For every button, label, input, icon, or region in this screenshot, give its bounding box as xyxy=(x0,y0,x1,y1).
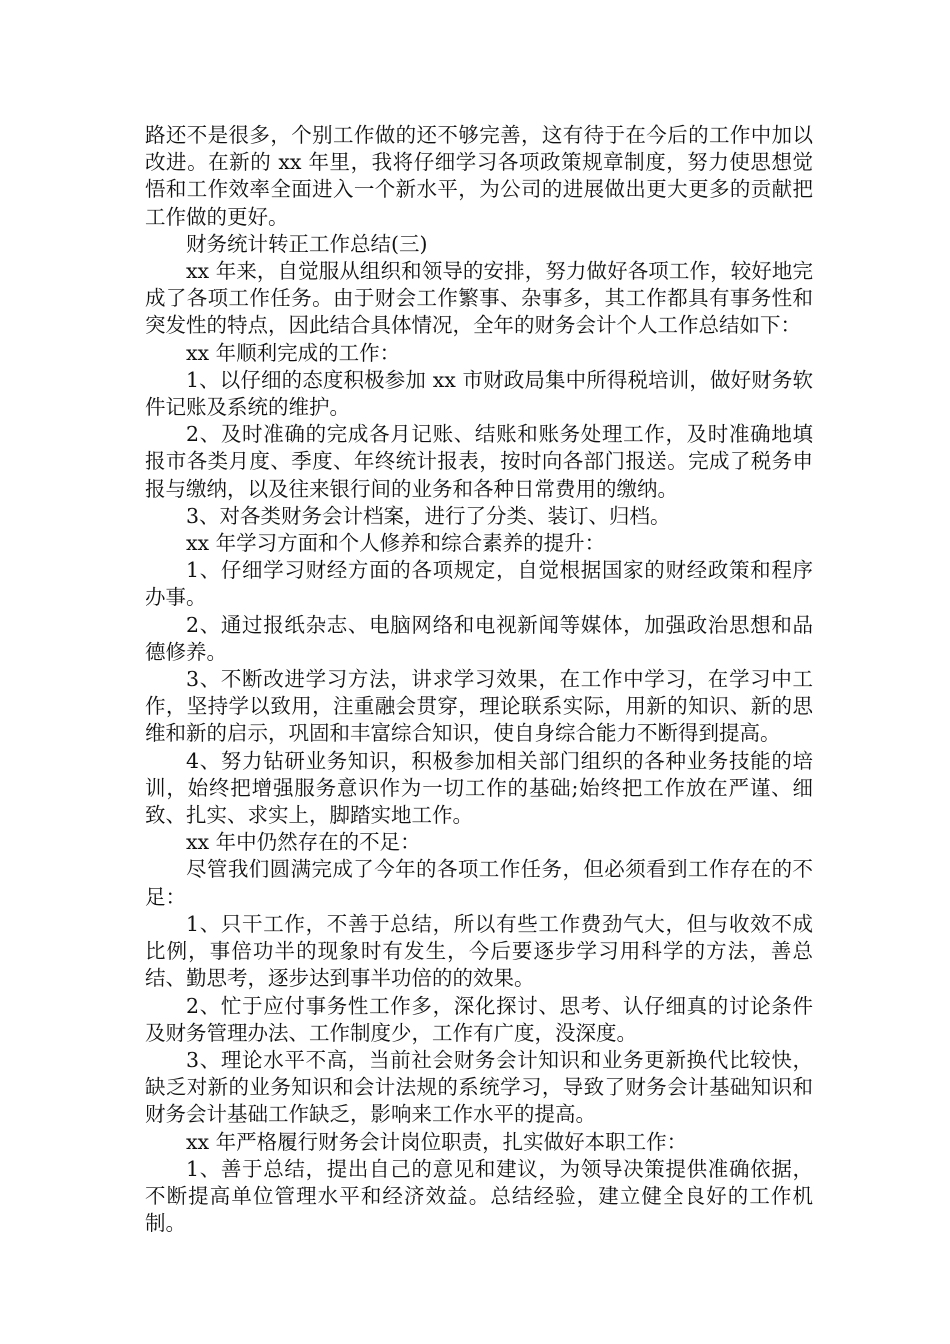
paragraph: xx 年来，自觉服从组织和领导的安排，努力做好各项工作，较好地完成了各项工作任务。由于财会工作繁事、杂事多，其工作都具有事务性和突发性的特点，因此结合具体情况，全年的财务会计个人工作总结如下： xyxy=(145,259,813,338)
list-item: 1、仔细学习财经方面的各项规定，自觉根据国家的财经政策和程序办事。 xyxy=(145,558,813,610)
list-item: 1、只干工作，不善于总结，所以有些工作费劲气大，但与收效不成比例，事倍功半的现象时有发生，今后要逐步学习用科学的方法，善总结、勤思考，逐步达到事半功倍的的效果。 xyxy=(145,911,813,991)
list-item: 2、通过报纸杂志、电脑网络和电视新闻等媒体，加强政治思想和品德修养。 xyxy=(145,612,813,664)
list-item: 4、努力钻研业务知识，积极参加相关部门组织的各种业务技能的培训，始终把增强服务意识作为一切工作的基础;始终把工作放在严谨、细致、扎实、求实上，脚踏实地工作。 xyxy=(145,748,813,828)
list-item: 3、对各类财务会计档案，进行了分类、装订、归档。 xyxy=(186,503,671,528)
subheading: xx 年中仍然存在的不足： xyxy=(186,830,421,855)
paragraph: 路还不是很多，个别工作做的还不够完善，这有待于在今后的工作中加以改进。在新的 xx 年里，我将仔细学习各项政策规章制度，努力使思想觉悟和工作效率全面进入一个新水平，为公司的进展做出更大更多的贡献把工作做的更好。 xyxy=(145,123,813,229)
list-item: 1、以仔细的态度积极参加 xx 市财政局集中所得税培训，做好财务软件记账及系统的维护。 xyxy=(145,367,813,420)
list-item: 2、忙于应付事务性工作多，深化探讨、思考、认仔细真的讨论条件及财务管理办法、工作制度少，工作有广度，没深度。 xyxy=(145,993,813,1045)
paragraph: 尽管我们圆满完成了今年的各项工作任务，但必须看到工作存在的不足： xyxy=(145,857,813,909)
list-item: 3、不断改进学习方法，讲求学习效果，在工作中学习，在学习中工作，坚持学以致用，注重融会贯穿，理论联系实际，用新的知识、新的思维和新的启示，巩固和丰富综合知识，使自身综合能力不断得到提高。 xyxy=(145,667,813,746)
list-item: 3、理论水平不高，当前社会财务会计知识和业务更新换代比较快，缺乏对新的业务知识和会计法规的系统学习，导致了财务会计基础知识和财务会计基础工作缺乏，影响来工作水平的提高。 xyxy=(145,1047,813,1127)
subheading: xx 年顺利完成的工作： xyxy=(186,340,401,365)
list-item: 1、善于总结，提出自己的意见和建议，为领导决策提供准确依据，不断提高单位管理水平和经济效益。总结经验，建立健全良好的工作机制。 xyxy=(145,1156,813,1236)
subheading: xx 年学习方面和个人修养和综合素养的提升： xyxy=(186,531,606,556)
section-heading: 财务统计转正工作总结(三) xyxy=(186,231,428,256)
document-body xyxy=(145,122,813,1237)
list-item: 2、及时准确的完成各月记账、结账和账务处理工作，及时准确地填报市各类月度、季度、年终统计报表，按时向各部门报送。完成了税务申报与缴纳，以及往来银行间的业务和各种日常费用的缴纳。 xyxy=(145,422,813,501)
subheading: xx 年严格履行财务会计岗位职责，扎实做好本职工作： xyxy=(186,1129,688,1154)
